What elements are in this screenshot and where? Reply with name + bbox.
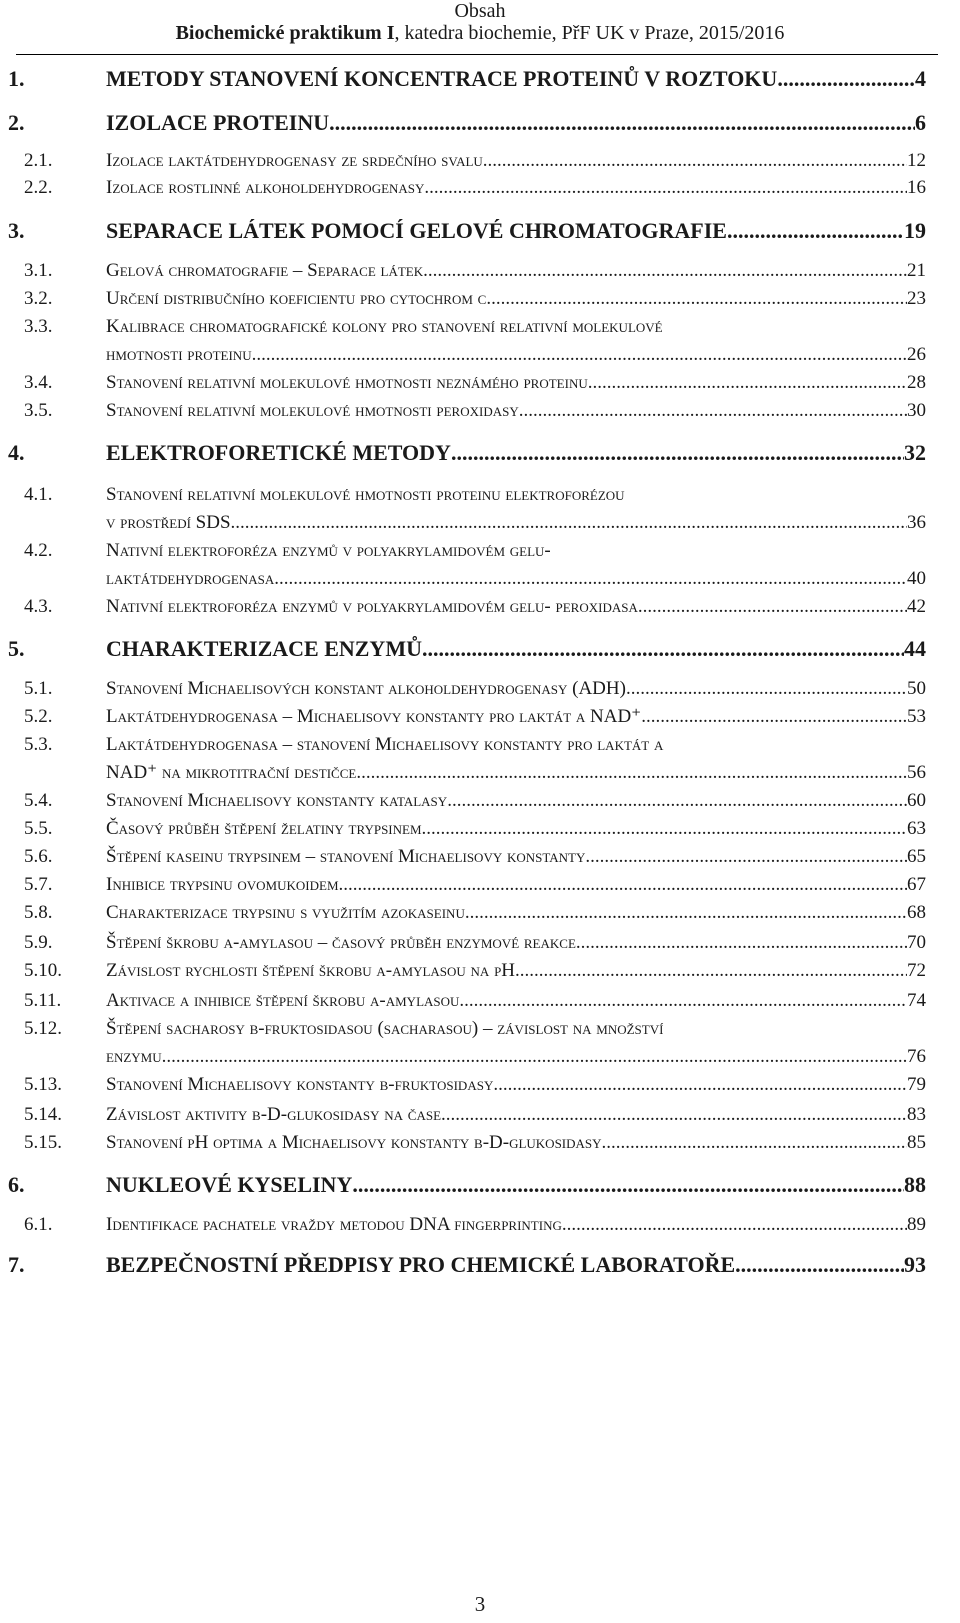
toc-entry-page: 79 <box>907 1074 926 1095</box>
toc-entry-page: 50 <box>907 678 926 699</box>
toc-entry-page: 32 <box>904 440 926 465</box>
toc-entry[interactable] <box>0 676 960 702</box>
toc-entry-page: 68 <box>907 902 926 923</box>
toc-entry-page: 44 <box>904 636 926 661</box>
dot-leader <box>424 175 907 201</box>
toc-entry-title: Časový průběh štěpení želatiny trypsinem <box>106 818 422 839</box>
toc-entry[interactable] <box>0 286 960 312</box>
toc-entry[interactable] <box>0 816 960 842</box>
dot-leader <box>441 1102 907 1128</box>
dot-leader <box>562 1212 907 1238</box>
toc-entry-page: 56 <box>907 762 926 783</box>
toc-entry-page: 89 <box>907 1214 926 1235</box>
toc-entry-number: 5.4. <box>24 790 53 811</box>
toc-entry-number: 3.3. <box>24 316 53 337</box>
dot-leader <box>231 510 907 536</box>
toc-entry-number: 5.7. <box>24 874 53 895</box>
toc-entry[interactable] <box>0 788 960 814</box>
toc-entry[interactable] <box>0 636 960 662</box>
toc-entry-title: Aktivace a inhibice štěpení škrobu α-amylasou <box>106 990 460 1011</box>
toc-entry-title: Štěpení sacharosy β-fruktosidasou (sacharasou) – závislost na množství <box>106 1018 664 1039</box>
toc-entry-page: 83 <box>907 1104 926 1125</box>
toc-entry-number: 5.11. <box>24 990 62 1011</box>
toc-entry-number: 4.1. <box>24 484 53 505</box>
toc-entry-page: 26 <box>907 344 926 365</box>
toc-entry-title: Izolace rostlinné alkoholdehydrogenasy <box>106 177 425 198</box>
dot-leader <box>585 844 907 870</box>
toc-entry-title: Určení distribučního koeficientu pro cytochrom c <box>106 288 487 309</box>
toc-entry[interactable] <box>0 872 960 898</box>
toc-entry-title: Štěpení kaseinu trypsinem – stanovení Michaelisovy konstanty <box>106 846 586 867</box>
toc-entry-title: IZOLACE PROTEINU <box>106 110 330 135</box>
dot-leader <box>602 1130 907 1156</box>
toc-entry-page: 4 <box>915 66 926 91</box>
toc-entry-number: 4.2. <box>24 540 53 561</box>
toc-entry[interactable] <box>0 1252 960 1278</box>
dot-leader <box>356 760 907 786</box>
toc-entry-title: Nativní elektroforéza enzymů v polyakrylamidovém gelu- peroxidasa <box>106 596 638 617</box>
dot-leader <box>352 1172 904 1198</box>
toc-entry-title-continuation: laktátdehydrogenasa <box>106 568 275 589</box>
toc-entry-title: Štěpení škrobu α-amylasou – časový průběh enzymové reakce <box>106 932 576 953</box>
toc-entry-title: METODY STANOVENÍ KONCENTRACE PROTEINŮ V ROZTOKU <box>106 66 778 91</box>
toc-entry-title: Gelová chromatografie – Separace látek <box>106 260 424 281</box>
toc-entry-title: Stanovení relativní molekulové hmotnosti proteinu elektroforézou <box>106 484 625 505</box>
toc-entry-number: 5.15. <box>24 1132 62 1153</box>
toc-entry-number: 3.1. <box>24 260 53 281</box>
toc-entry[interactable] <box>0 1072 960 1098</box>
toc-entry-page: 60 <box>907 790 926 811</box>
toc-entry[interactable] <box>0 440 960 466</box>
header-rule <box>16 54 938 55</box>
toc-entry-number: 2.2. <box>24 177 53 198</box>
toc-entry-title: Stanovení Michaelisovy konstanty katalasy <box>106 790 448 811</box>
toc-entry-number: 5.6. <box>24 846 53 867</box>
dot-leader <box>162 1044 907 1070</box>
dot-leader <box>486 286 907 312</box>
toc-entry-title: Charakterizace trypsinu s využitím azokaseinu. <box>106 902 470 923</box>
toc-entry-page: 23 <box>907 288 926 309</box>
toc-entry-number: 2.1. <box>24 150 53 171</box>
dot-leader <box>576 930 907 956</box>
dot-leader <box>447 788 907 814</box>
toc-entry[interactable] <box>0 1130 960 1156</box>
toc-entry-title-continuation: v prostředí SDS <box>106 512 231 533</box>
toc-entry-title: Laktátdehydrogenasa – Michaelisovy konstanty pro laktát a NAD⁺ <box>106 706 642 727</box>
toc-entry-title: Stanovení Michaelisových konstant alkoholdehydrogenasy (ADH) <box>106 678 626 699</box>
toc-entry-page: 72 <box>907 960 926 981</box>
dot-leader <box>727 218 904 244</box>
toc-entry[interactable] <box>0 1212 960 1238</box>
dot-leader <box>777 66 915 92</box>
toc-entry-title-continuation: hmotnosti proteinu <box>106 344 252 365</box>
page-number: 3 <box>474 1592 486 1616</box>
toc-entry-number: 5.8. <box>24 902 53 923</box>
toc-entry[interactable] <box>0 538 960 589</box>
toc-entry-number: 5.2. <box>24 706 53 727</box>
toc-entry-number: 1. <box>8 66 25 91</box>
toc-entry-number: 5.1. <box>24 678 53 699</box>
toc-entry-number: 5.14. <box>24 1104 62 1125</box>
toc-entry-number: 5.9. <box>24 932 53 953</box>
toc-entry-page: 21 <box>907 260 926 281</box>
toc-entry[interactable] <box>0 370 960 396</box>
toc-entry-number: 4.3. <box>24 596 53 617</box>
toc-entry-page: 16 <box>907 177 926 198</box>
toc-entry-title: Závislost aktivity β-D-glukosidasy na čase <box>106 1104 442 1125</box>
dot-leader <box>274 566 907 592</box>
toc-entry-number: 3.4. <box>24 372 53 393</box>
toc-entry-title-continuation: NAD⁺ na mikrotitrační destičce <box>106 762 357 783</box>
toc-entry-title: Kalibrace chromatografické kolony pro stanovení relativní molekulové <box>106 316 663 337</box>
toc-entry-page: 36 <box>907 512 926 533</box>
toc-entry-page: 70 <box>907 932 926 953</box>
toc-entry-title: Stanovení pH optima a Michaelisovy konstanty β-D-glukosidasy <box>106 1132 602 1153</box>
header-department: , katedra biochemie, PřF UK v Praze, 2015/2016 <box>394 22 785 44</box>
toc-entry[interactable] <box>0 930 960 956</box>
toc-entry[interactable] <box>0 175 960 201</box>
toc-entry-number: 3.5. <box>24 400 53 421</box>
header-subtitle <box>0 22 960 46</box>
toc-entry-page: 67 <box>907 874 926 895</box>
toc-entry[interactable] <box>0 314 960 365</box>
toc-entry-number: 3.2. <box>24 288 53 309</box>
dot-leader <box>519 398 907 424</box>
toc-entry[interactable] <box>0 1102 960 1128</box>
toc-entry-page: 88 <box>904 1172 926 1197</box>
toc-entry[interactable] <box>0 900 960 926</box>
dot-leader <box>483 148 907 174</box>
toc-entry-number: 6. <box>8 1172 25 1197</box>
toc-entry[interactable] <box>0 844 960 870</box>
toc-entry-number: 3. <box>8 218 25 243</box>
toc-entry-number: 6.1. <box>24 1214 53 1235</box>
toc-entry-number: 2. <box>8 110 25 135</box>
toc-entry-number: 5.3. <box>24 734 53 755</box>
toc-entry-title: ELEKTROFORETICKÉ METODY <box>106 440 451 465</box>
toc-entry[interactable] <box>0 218 960 244</box>
toc-entry-page: 85 <box>907 1132 926 1153</box>
toc-entry-title: Identifikace pachatele vraždy metodou DNA fingerprinting <box>106 1214 562 1235</box>
toc-entry-page: 6 <box>915 110 926 135</box>
dot-leader <box>252 342 907 368</box>
toc-entry-page: 19 <box>904 218 926 243</box>
toc-entry-number: 7. <box>8 1252 25 1277</box>
page-header <box>0 0 960 46</box>
toc-entry-title: Laktátdehydrogenasa – stanovení Michaelisovy konstanty pro laktát a <box>106 734 664 755</box>
toc-entry-title: SEPARACE LÁTEK POMOCÍ GELOVÉ CHROMATOGRAFIE <box>106 218 727 243</box>
toc-entry-title: Inhibice trypsinu ovomukoidem <box>106 874 339 895</box>
toc-entry-page: 93 <box>904 1252 926 1277</box>
toc-entry-page: 40 <box>907 568 926 589</box>
toc-entry-page: 53 <box>907 706 926 727</box>
toc-entry[interactable] <box>0 258 960 284</box>
toc-entry-page: 63 <box>907 818 926 839</box>
toc-entry[interactable] <box>0 704 960 730</box>
dot-leader <box>422 636 904 662</box>
dot-leader <box>329 110 915 136</box>
toc-entry-title: Stanovení relativní molekulové hmotnosti peroxidasy <box>106 400 519 421</box>
toc-entry-title: Stanovení relativní molekulové hmotnosti neznámého proteinu <box>106 372 588 393</box>
dot-leader <box>459 988 907 1014</box>
toc-entry[interactable] <box>0 110 960 136</box>
dot-leader <box>422 816 907 842</box>
toc-entry[interactable] <box>0 732 960 783</box>
toc-entry[interactable] <box>0 988 960 1014</box>
dot-leader <box>515 958 907 984</box>
toc-entry-number: 5.13. <box>24 1074 62 1095</box>
toc-entry-title: NUKLEOVÉ KYSELINY <box>106 1172 353 1197</box>
dot-leader <box>451 440 904 466</box>
toc-entry[interactable] <box>0 1172 960 1198</box>
toc-entry-title: BEZPEČNOSTNÍ PŘEDPISY PRO CHEMICKÉ LABORATOŘE <box>106 1252 736 1277</box>
toc-entry-number: 5.12. <box>24 1018 62 1039</box>
dot-leader <box>588 370 907 396</box>
dot-leader <box>638 594 907 620</box>
toc-entry[interactable] <box>0 66 960 92</box>
dot-leader <box>470 900 907 926</box>
dot-leader <box>735 1252 904 1278</box>
dot-leader <box>423 258 907 284</box>
toc-entry-title-continuation: enzymu <box>106 1046 162 1067</box>
toc-entry[interactable] <box>0 482 960 533</box>
toc-entry-page: 28 <box>907 372 926 393</box>
toc-entry-page: 74 <box>907 990 926 1011</box>
toc-entry-title: Stanovení Michaelisovy konstanty β-fruktosidasy <box>106 1074 494 1095</box>
toc-entry-number: 4. <box>8 440 25 465</box>
header-course: Biochemické praktikum I <box>175 22 395 44</box>
toc-entry-number: 5.10. <box>24 960 62 981</box>
toc-entry-page: 65 <box>907 846 926 867</box>
toc-entry-title: Izolace laktátdehydrogenasy ze srdečního svalu <box>106 150 483 171</box>
toc-entry-number: 5.5. <box>24 818 53 839</box>
toc-entry[interactable] <box>0 1016 960 1067</box>
toc-entry[interactable] <box>0 398 960 424</box>
toc-entry-title: CHARAKTERIZACE ENZYMŮ <box>106 636 422 661</box>
toc-entry-page: 30 <box>907 400 926 421</box>
header-title: Obsah <box>454 0 506 22</box>
toc-entry-page: 76 <box>907 1046 926 1067</box>
toc-entry-title: Nativní elektroforéza enzymů v polyakrylamidovém gelu- <box>106 540 551 561</box>
dot-leader <box>626 676 907 702</box>
dot-leader <box>339 872 908 898</box>
toc-entry-title: Závislost rychlosti štěpení škrobu α-amylasou na pH <box>106 960 516 981</box>
toc-entry-page: 12 <box>907 150 926 171</box>
dot-leader <box>493 1072 907 1098</box>
toc-entry-page: 42 <box>907 596 926 617</box>
toc-entry[interactable] <box>0 958 960 984</box>
toc-entry[interactable] <box>0 594 960 620</box>
toc-entry[interactable] <box>0 148 960 174</box>
dot-leader <box>641 704 907 730</box>
toc-entry-number: 5. <box>8 636 25 661</box>
